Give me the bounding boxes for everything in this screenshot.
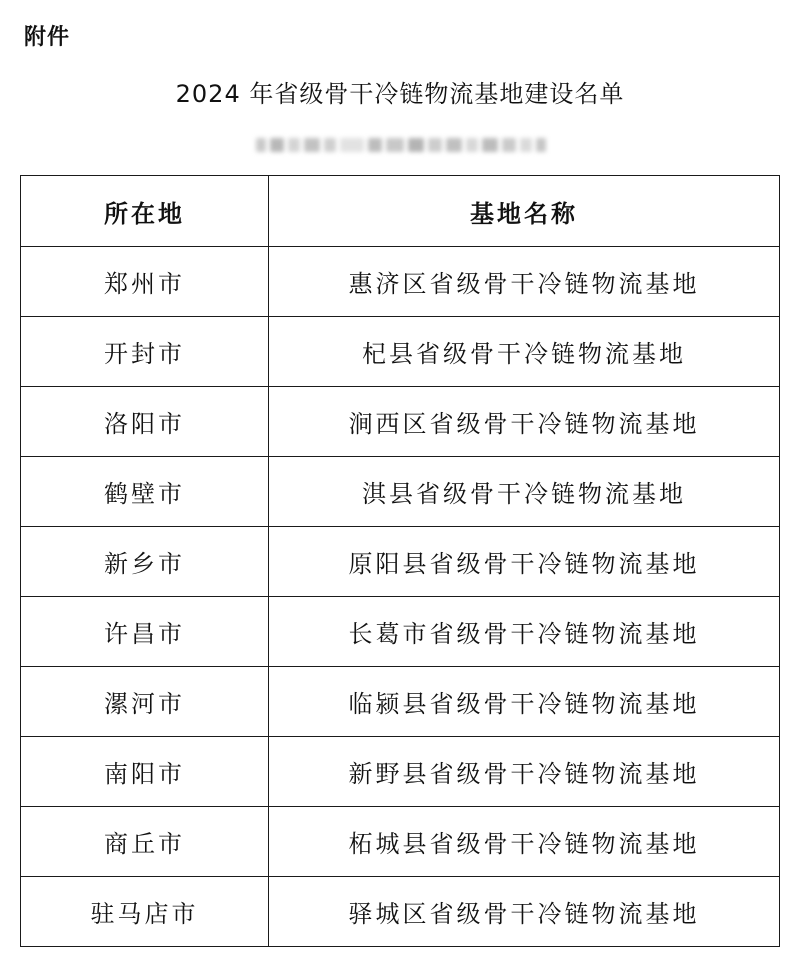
city-cell: 郑州市 (21, 247, 269, 317)
table-row (21, 457, 780, 527)
base-name-cell: 涧西区省级骨干冷链物流基地 (269, 387, 780, 457)
table-row (21, 667, 780, 737)
column-header-location: 所在地 (21, 176, 269, 247)
city-cell: 漯河市 (21, 667, 269, 737)
city-cell: 许昌市 (21, 597, 269, 667)
base-name-cell: 柘城县省级骨干冷链物流基地 (269, 807, 780, 877)
table-row (21, 737, 780, 807)
base-name-cell: 淇县省级骨干冷链物流基地 (269, 457, 780, 527)
table-row (21, 247, 780, 317)
attachment-label: 附件 (24, 25, 71, 50)
table-row (21, 597, 780, 667)
city-cell: 驻马店市 (21, 877, 269, 947)
base-name-cell: 原阳县省级骨干冷链物流基地 (269, 527, 780, 597)
base-name-cell: 惠济区省级骨干冷链物流基地 (269, 247, 780, 317)
document-title: 2024 年省级骨干冷链物流基地建设名单 (175, 80, 625, 108)
city-cell: 洛阳市 (21, 387, 269, 457)
redacted-subtitle (256, 128, 574, 162)
table-header-row (21, 176, 780, 247)
base-name-cell: 新野县省级骨干冷链物流基地 (269, 737, 780, 807)
base-name-cell: 临颍县省级骨干冷链物流基地 (269, 667, 780, 737)
column-header-base-name: 基地名称 (269, 176, 780, 247)
city-cell: 商丘市 (21, 807, 269, 877)
base-name-cell: 驿城区省级骨干冷链物流基地 (269, 877, 780, 947)
table-row (21, 807, 780, 877)
table-row (21, 317, 780, 387)
base-name-cell: 长葛市省级骨干冷链物流基地 (269, 597, 780, 667)
table-row (21, 877, 780, 947)
table-row (21, 527, 780, 597)
city-cell: 南阳市 (21, 737, 269, 807)
base-list-table (20, 175, 780, 947)
city-cell: 开封市 (21, 317, 269, 387)
city-cell: 鹤壁市 (21, 457, 269, 527)
base-name-cell: 杞县省级骨干冷链物流基地 (269, 317, 780, 387)
city-cell: 新乡市 (21, 527, 269, 597)
table-row (21, 387, 780, 457)
